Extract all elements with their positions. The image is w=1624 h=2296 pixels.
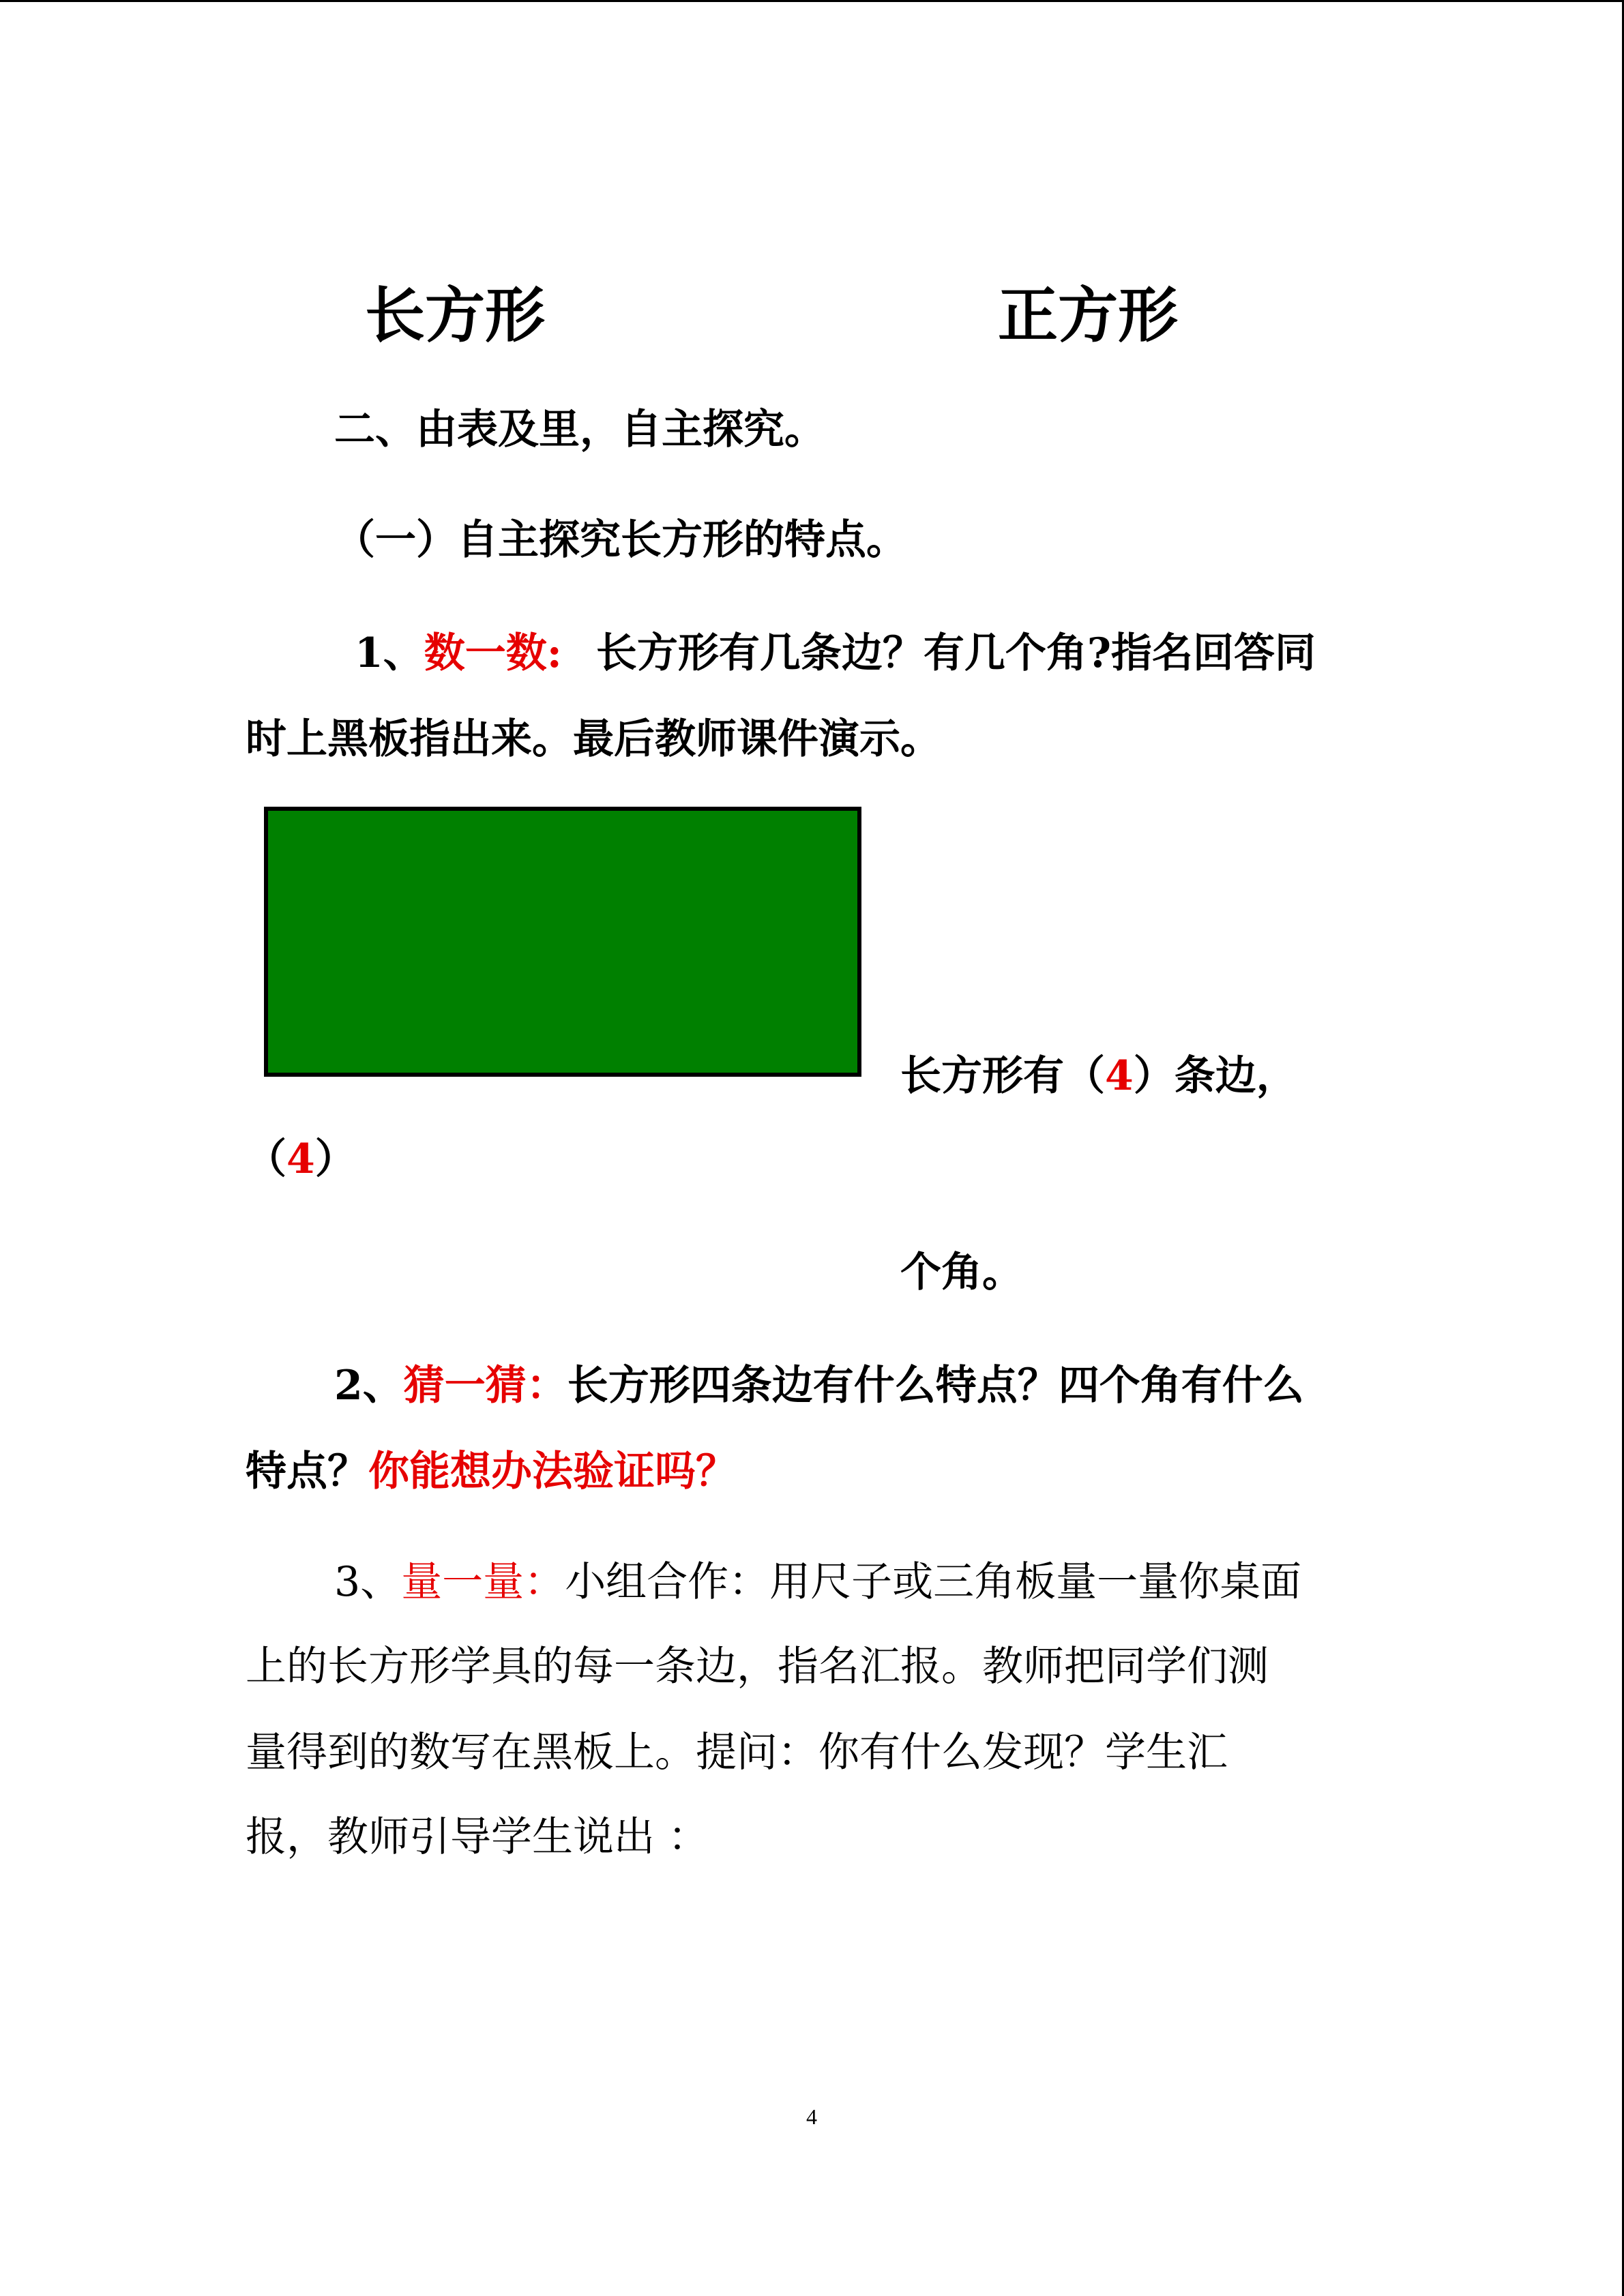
item3-number: 3、: [334, 1558, 402, 1606]
item3-line4: 报，教师引导学生说出 ：: [246, 1813, 709, 1861]
subsection-title: （一）自主探究长方形的特点。: [334, 516, 907, 564]
heading-rectangle: 长方形: [365, 280, 546, 351]
figure-caption-edges: 长方形有（4）条边，: [900, 1052, 1297, 1100]
item2-highlight: 你能想办法验证吗？: [368, 1448, 737, 1495]
edges-count: 4: [1105, 1052, 1134, 1100]
heading-square: 正方形: [998, 280, 1179, 351]
page-border-top: [0, 0, 1624, 2]
item1-text: 长方形有几条边？有几个角?指名回答同: [595, 629, 1316, 677]
figure-caption-corners: （4）: [246, 1135, 356, 1183]
item3-label: 量一量：: [401, 1558, 565, 1606]
corners-count: 4: [286, 1135, 315, 1183]
page-number: 4: [806, 2104, 817, 2129]
item3-line2: 上的长方形学具的每一条边，指名汇报。教师把同学们测: [246, 1643, 1269, 1690]
item1-line1: [355, 629, 1316, 677]
figure-caption-corners-unit: 个角。: [900, 1249, 1023, 1296]
item1-number: 1、: [355, 629, 424, 677]
item3-line3: 量得到的数写在黑板上。提问：你有什么发现？学生汇: [246, 1729, 1228, 1776]
section-title: 二、由表及里，自主探究。: [334, 406, 825, 453]
item2-label: 猜一猜：: [403, 1362, 567, 1410]
green-rectangle-figure: [264, 807, 861, 1077]
item1-label: 数一数:: [424, 629, 562, 677]
item3-line1: 3、量一量：小组合作：用尺子或三角板量一量你桌面: [334, 1558, 1302, 1606]
item2-text: 长方形四条边有什么特点？四个角有什么: [567, 1362, 1304, 1410]
item2-line2: 特点？你能想办法验证吗？: [246, 1448, 737, 1495]
item1-line2: 时上黑板指出来。最后教师课件演示。: [246, 715, 941, 763]
item2-number: 2、: [334, 1362, 404, 1410]
item2-line1: [334, 1362, 1304, 1410]
